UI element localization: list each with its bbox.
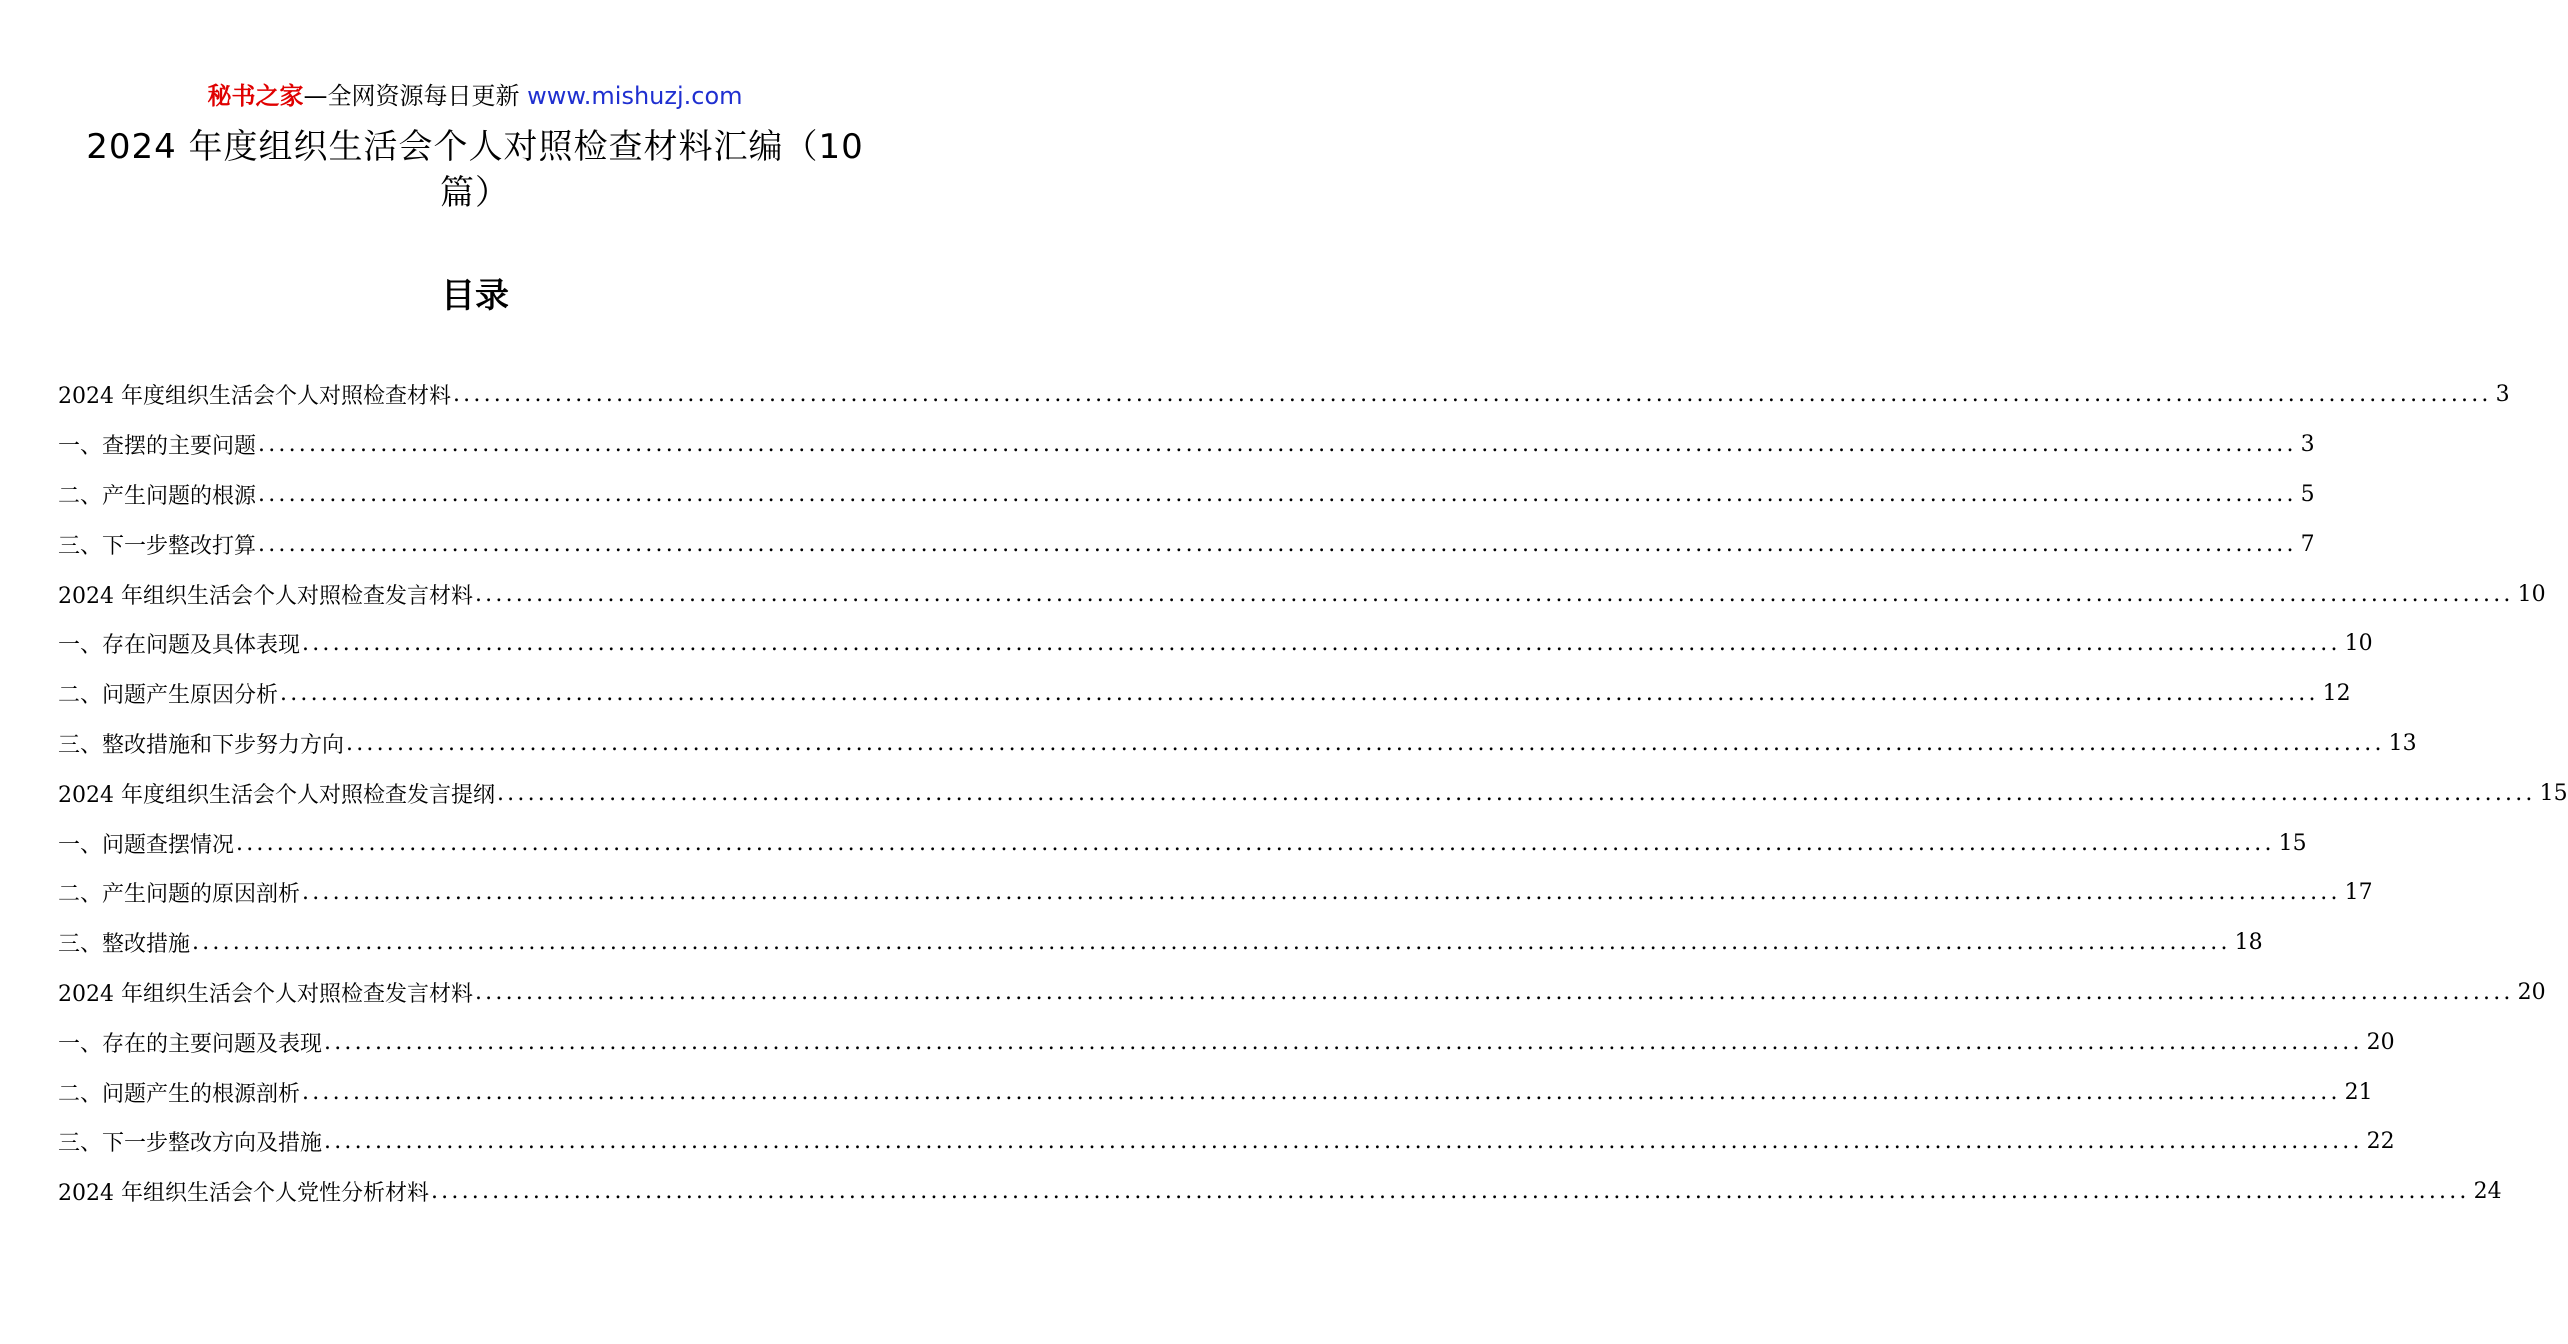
toc-entry[interactable]: [58, 669, 2351, 719]
toc-heading: 目录: [441, 276, 509, 316]
toc-entry-page-number: 3: [2300, 432, 2315, 458]
toc-dot-leader: ........................................................................................................................................................................................................: [346, 730, 2385, 756]
toc-entry[interactable]: [58, 420, 2315, 470]
toc-entry-title: 一、查摆的主要问题: [58, 434, 257, 460]
toc-entry-title: 二、问题产生原因分析: [58, 683, 279, 709]
toc-entry-page-number: 3: [2495, 382, 2510, 408]
toc-entry-title: 二、产生问题的根源: [58, 483, 257, 509]
site-banner: [0, 80, 950, 112]
toc-entry-page-number: 15: [2539, 780, 2568, 806]
toc-dot-leader: ........................................................................................................................................................................................................: [236, 830, 2275, 856]
toc-entry-title: 2024 年度组织生活会个人对照检查发言提纲: [58, 782, 495, 808]
toc-entry-title: 三、下一步整改方向及措施: [58, 1131, 323, 1157]
toc-entry-page-number: 12: [2322, 681, 2351, 707]
toc-entry[interactable]: [58, 1167, 2502, 1217]
toc-entry[interactable]: [58, 470, 2315, 520]
site-name: 秘书之家: [207, 82, 304, 110]
toc-entry[interactable]: [58, 569, 2546, 619]
toc-entry-title: 一、问题查摆情况: [58, 832, 235, 858]
toc-entry[interactable]: [58, 370, 2510, 420]
toc-entry[interactable]: [58, 1067, 2373, 1117]
table-of-contents: [58, 370, 2568, 1217]
toc-entry-title: 三、下一步整改打算: [58, 533, 257, 559]
toc-entry[interactable]: [58, 619, 2373, 669]
toc-entry-page-number: 20: [2517, 979, 2546, 1005]
toc-entry-page-number: 10: [2517, 581, 2546, 607]
toc-entry-page-number: 5: [2300, 481, 2315, 507]
toc-entry-title: 2024 年组织生活会个人对照检查发言材料: [58, 981, 473, 1007]
toc-dot-leader: ........................................................................................................................................................................................................: [474, 979, 2514, 1005]
toc-entry[interactable]: [58, 918, 2263, 968]
toc-dot-leader: ........................................................................................................................................................................................................: [258, 432, 2297, 458]
site-url-link[interactable]: www.mishuzj.com: [527, 82, 743, 110]
toc-entry-page-number: 17: [2344, 880, 2373, 906]
toc-dot-leader: ........................................................................................................................................................................................................: [258, 481, 2297, 507]
toc-entry-title: 二、问题产生的根源剖析: [58, 1081, 301, 1107]
toc-dot-leader: ........................................................................................................................................................................................................: [302, 1079, 2341, 1105]
toc-entry[interactable]: [58, 1017, 2395, 1067]
toc-dot-leader: ........................................................................................................................................................................................................: [474, 581, 2514, 607]
document-title: 2024 年度组织生活会个人对照检查材料汇编（10 篇）: [86, 127, 864, 213]
toc-entry[interactable]: [58, 719, 2417, 769]
toc-entry-page-number: 22: [2366, 1129, 2395, 1155]
toc-entry-page-number: 10: [2344, 631, 2373, 657]
toc-entry[interactable]: [58, 519, 2315, 569]
toc-entry-title: 一、存在的主要问题及表现: [58, 1031, 323, 1057]
toc-entry-title: 三、整改措施和下步努力方向: [58, 732, 345, 758]
toc-entry-page-number: 24: [2473, 1179, 2502, 1205]
toc-entry[interactable]: [58, 868, 2373, 918]
toc-entry-page-number: 15: [2278, 830, 2307, 856]
toc-entry-title: 2024 年度组织生活会个人对照检查材料: [58, 384, 451, 410]
toc-entry-page-number: 7: [2300, 531, 2315, 557]
toc-dot-leader: ........................................................................................................................................................................................................: [430, 1179, 2470, 1205]
site-slogan: —全网资源每日更新: [303, 82, 528, 110]
toc-dot-leader: ........................................................................................................................................................................................................: [192, 930, 2231, 956]
toc-dot-leader: ........................................................................................................................................................................................................: [324, 1129, 2363, 1155]
toc-dot-leader: ........................................................................................................................................................................................................: [280, 681, 2319, 707]
toc-dot-leader: ........................................................................................................................................................................................................: [452, 382, 2492, 408]
toc-entry-page-number: 20: [2366, 1029, 2395, 1055]
toc-dot-leader: ........................................................................................................................................................................................................: [324, 1029, 2363, 1055]
toc-entry[interactable]: [58, 818, 2307, 868]
toc-entry[interactable]: [58, 768, 2568, 818]
toc-entry-title: 三、整改措施: [58, 932, 191, 958]
toc-entry[interactable]: [58, 968, 2546, 1018]
toc-entry-title: 二、产生问题的原因剖析: [58, 882, 301, 908]
toc-entry-page-number: 18: [2234, 930, 2263, 956]
toc-dot-leader: ........................................................................................................................................................................................................: [302, 631, 2341, 657]
toc-entry[interactable]: [58, 1117, 2395, 1167]
toc-entry-title: 2024 年组织生活会个人党性分析材料: [58, 1181, 429, 1207]
toc-dot-leader: ........................................................................................................................................................................................................: [302, 880, 2341, 906]
toc-entry-title: 一、存在问题及具体表现: [58, 633, 301, 659]
toc-dot-leader: ........................................................................................................................................................................................................: [258, 531, 2297, 557]
toc-entry-page-number: 21: [2344, 1079, 2373, 1105]
toc-dot-leader: ........................................................................................................................................................................................................: [496, 780, 2536, 806]
toc-entry-title: 2024 年组织生活会个人对照检查发言材料: [58, 583, 473, 609]
toc-entry-page-number: 13: [2388, 730, 2417, 756]
